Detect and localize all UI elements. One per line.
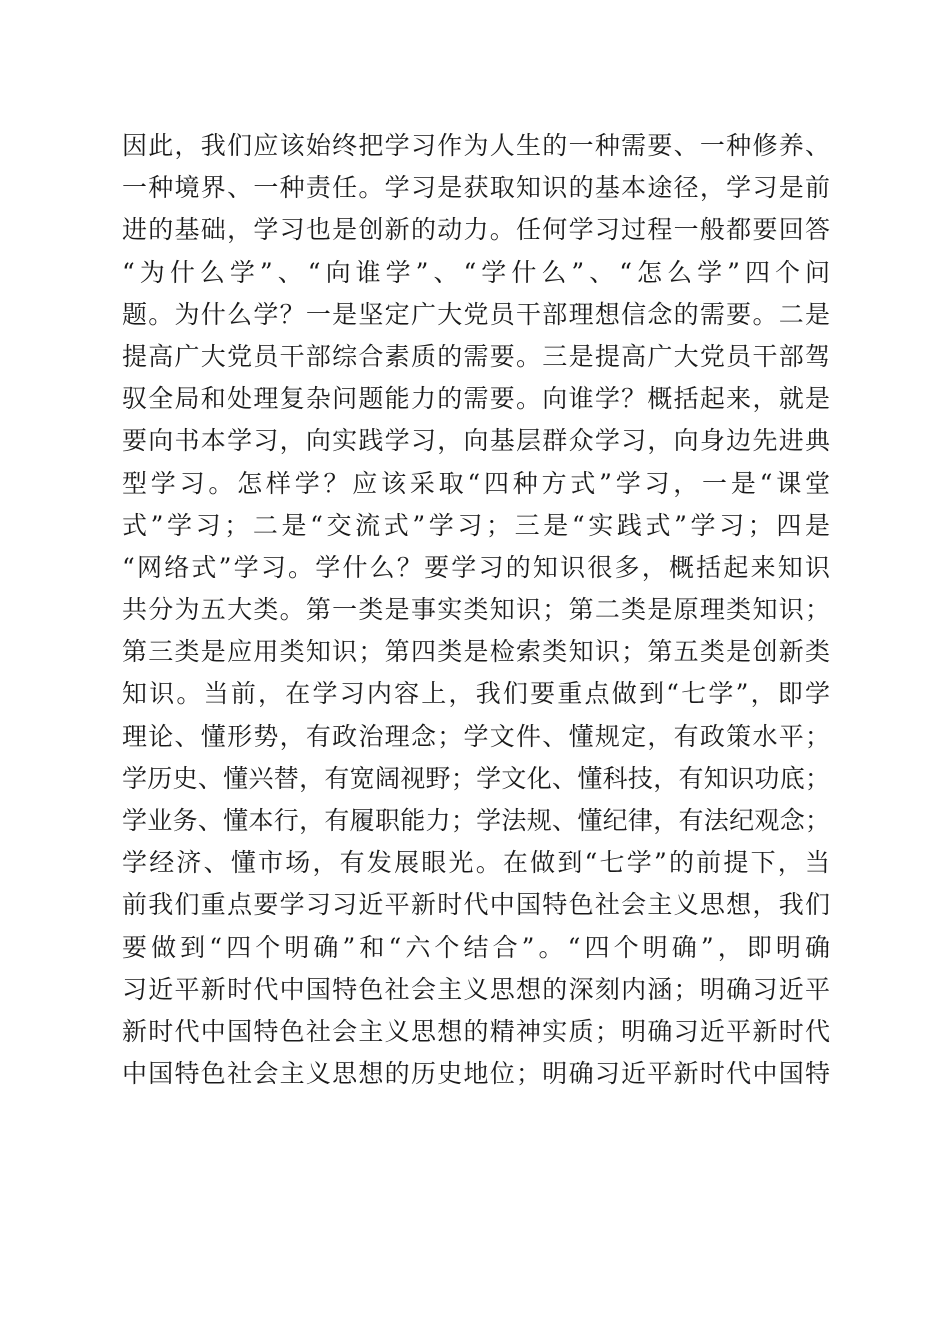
text-line: 驭全局和处理复杂问题能力的需要。向谁学？概括起来，就是 bbox=[122, 384, 830, 414]
text-line: 共分为五大类。第一类是事实类知识；第二类是原理类知识； bbox=[122, 595, 830, 625]
text-line: 学历史、懂兴替，有宽阔视野；学文化、懂科技，有知识功底； bbox=[122, 763, 830, 793]
text-line: 要向书本学习，向实践学习，向基层群众学习，向身边先进典 bbox=[122, 426, 830, 456]
text-line: 前我们重点要学习习近平新时代中国特色社会主义思想，我们 bbox=[122, 890, 830, 920]
text-line: 因此，我们应该始终把学习作为人生的一种需要、一种修养、 bbox=[122, 131, 830, 160]
text-line: 型学习。怎样学？应该采取“四种方式”学习，一是“课堂 bbox=[122, 468, 830, 498]
text-line: 理论、懂形势，有政治理念；学文件、懂规定，有政策水平； bbox=[122, 721, 830, 751]
text-line: 学业务、懂本行，有履职能力；学法规、懂纪律，有法纪观念； bbox=[122, 806, 830, 835]
text-line: 学经济、懂市场，有发展眼光。在做到“七学”的前提下，当 bbox=[122, 848, 830, 878]
text-line: 知识。当前，在学习内容上，我们要重点做到“七学”，即学 bbox=[122, 679, 830, 709]
text-line: 第三类是应用类知识；第四类是检索类知识；第五类是创新类 bbox=[122, 637, 830, 667]
text-line: 提高广大党员干部综合素质的需要。三是提高广大党员干部驾 bbox=[122, 341, 830, 371]
text-line: “网络式”学习。学什么？要学习的知识很多，概括起来知识 bbox=[122, 552, 830, 582]
text-line: 一种境界、一种责任。学习是获取知识的基本途径，学习是前 bbox=[122, 173, 830, 203]
text-line: 新时代中国特色社会主义思想的精神实质；明确习近平新时代 bbox=[122, 1016, 830, 1046]
body-text bbox=[122, 125, 830, 1095]
text-line: 习近平新时代中国特色社会主义思想的深刻内涵；明确习近平 bbox=[122, 974, 830, 1004]
text-line: 进的基础，学习也是创新的动力。任何学习过程一般都要回答 bbox=[122, 215, 830, 245]
text-line: 中国特色社会主义思想的历史地位；明确习近平新时代中国特 bbox=[122, 1059, 830, 1089]
text-line: 要做到“四个明确”和“六个结合”。“四个明确”，即明确 bbox=[122, 932, 830, 962]
text-line: “为什么学”、“向谁学”、“学什么”、“怎么学”四个问 bbox=[122, 257, 830, 287]
text-line: 题。为什么学？一是坚定广大党员干部理想信念的需要。二是 bbox=[122, 299, 830, 329]
text-line: 式”学习；二是“交流式”学习；三是“实践式”学习；四是 bbox=[122, 510, 830, 540]
